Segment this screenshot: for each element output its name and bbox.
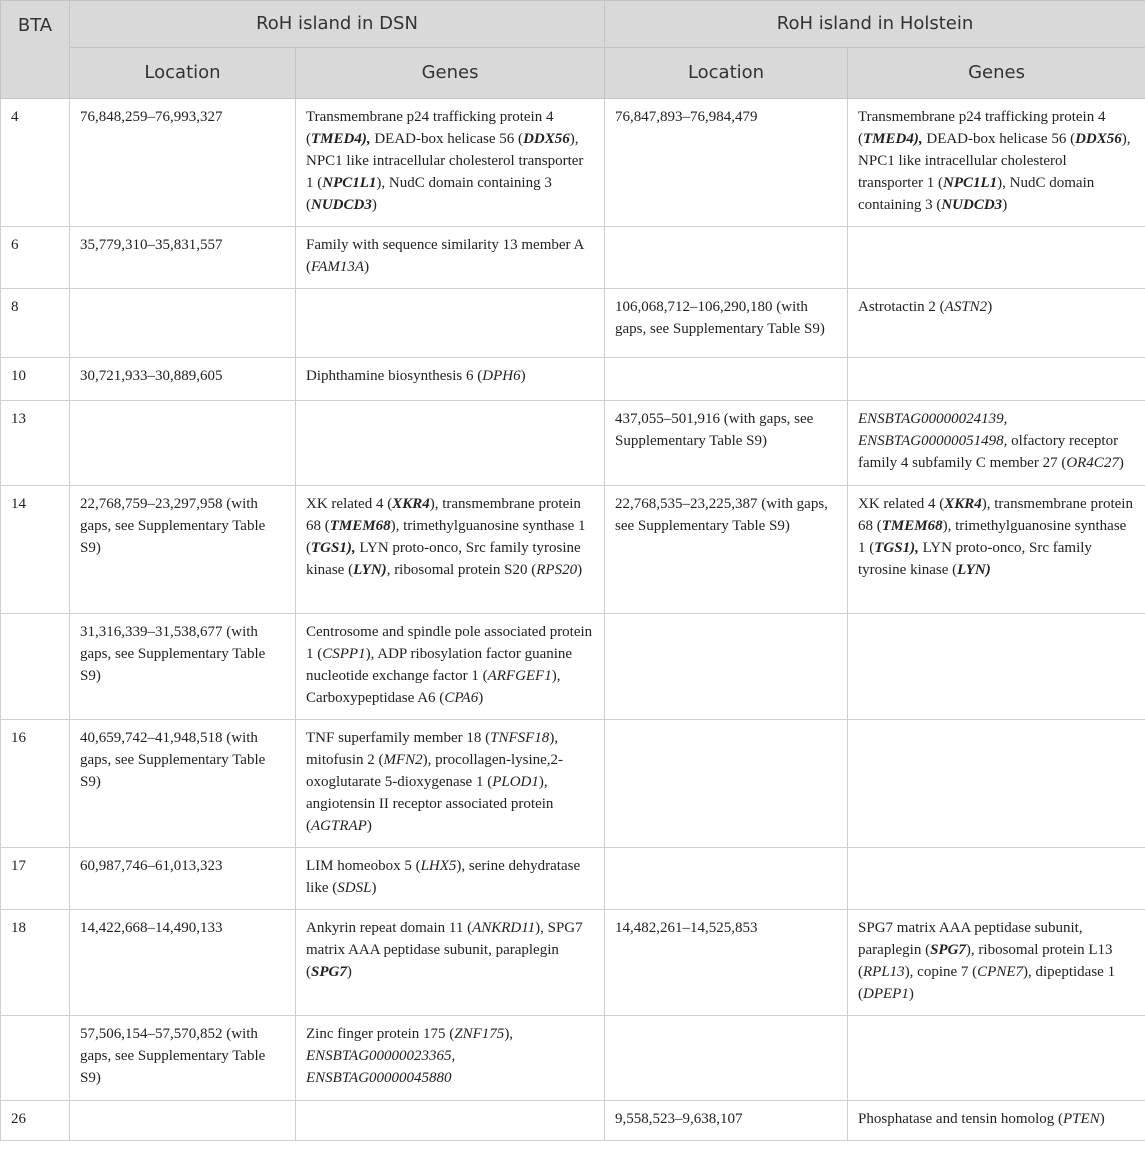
holstein-genes-cell: [848, 614, 1145, 720]
header-dsn-genes: Genes: [296, 48, 605, 99]
gene-symbol: SPG7: [930, 942, 966, 958]
holstein-location-cell: [605, 358, 848, 401]
bta-cell: 17: [1, 848, 70, 910]
dsn-location-cell: 30,721,933–30,889,605: [70, 358, 296, 401]
gene-symbol: RPS20: [536, 562, 578, 578]
dsn-genes-cell: [296, 289, 605, 358]
dsn-genes-cell: [296, 848, 605, 910]
bta-cell: 10: [1, 358, 70, 401]
gene-text: ), NPC1 like intracellular cholesterol transporter 1 (: [306, 131, 584, 191]
gene-text: LYN proto-onco, Src family tyrosine kinase (: [306, 540, 581, 578]
gene-text: ), serine dehydratase like (: [306, 858, 581, 896]
gene-text: ): [478, 690, 484, 706]
gene-text: DEAD-box helicase 56 (: [370, 131, 524, 147]
gene-symbol: PTEN: [1063, 1111, 1100, 1127]
dsn-genes-cell: [296, 1016, 605, 1101]
gene-symbol: SPG7: [311, 964, 347, 980]
header-bta: BTA: [1, 1, 70, 99]
table-row: [1, 1101, 1145, 1141]
gene-symbol: NUDCD3: [311, 197, 372, 213]
gene-text: Phosphatase and tensin homolog (: [858, 1111, 1063, 1127]
gene-symbol: CSPP1: [322, 646, 366, 662]
bta-cell: 13: [1, 401, 70, 486]
bta-cell: 16: [1, 720, 70, 848]
holstein-genes-cell: [848, 99, 1145, 227]
holstein-location-cell: 76,847,893–76,984,479: [605, 99, 848, 227]
table-row: [1, 401, 1145, 486]
dsn-genes-cell: [296, 99, 605, 227]
gene-text: ), transmembrane protein 68 (: [858, 496, 1133, 534]
dsn-genes-cell: [296, 910, 605, 1016]
gene-symbol: LHX5: [420, 858, 457, 874]
dsn-genes-cell: [296, 486, 605, 614]
header-row-columns: [1, 48, 1145, 99]
gene-symbol: MFN2: [383, 752, 423, 768]
table-row: [1, 358, 1145, 401]
dsn-genes-cell: [296, 720, 605, 848]
gene-text: Centrosome and spindle pole associated protein 1 (: [306, 624, 593, 662]
gene-symbol: TGS1),: [311, 540, 356, 556]
holstein-location-cell: 9,558,523–9,638,107: [605, 1101, 848, 1141]
holstein-genes-cell: [848, 720, 1145, 848]
gene-text: ),: [504, 1026, 514, 1042]
gene-symbol: TMEM68: [329, 518, 391, 534]
gene-symbol: NPC1L1: [322, 175, 377, 191]
table-row: [1, 910, 1145, 1016]
bta-cell: 26: [1, 1101, 70, 1141]
gene-text: Transmembrane p24 trafficking protein 4 (: [306, 109, 554, 147]
gene-text: ), Carboxypeptidase A6 (: [306, 668, 561, 706]
gene-symbol: ASTN2: [944, 299, 988, 315]
gene-text: Zinc finger protein 175 (: [306, 1026, 455, 1042]
table-row: [1, 289, 1145, 358]
gene-text: ): [520, 368, 526, 384]
dsn-location-cell: [70, 289, 296, 358]
gene-text: ), trimethylguanosine synthase 1 (: [858, 518, 1127, 556]
gene-text: ): [371, 880, 377, 896]
holstein-location-cell: [605, 1016, 848, 1101]
holstein-genes-cell: [848, 401, 1145, 486]
gene-text: ): [346, 964, 352, 980]
holstein-genes-cell: [848, 910, 1145, 1016]
holstein-genes-cell: [848, 227, 1145, 289]
table-row: [1, 1016, 1145, 1101]
holstein-location-cell: [605, 720, 848, 848]
gene-symbol: TNFSF18: [490, 730, 550, 746]
gene-text: ), SPG7 matrix AAA peptidase subunit, paraplegin (: [306, 920, 583, 980]
bta-cell: 14: [1, 486, 70, 614]
table-body: [1, 99, 1145, 1141]
header-row-groups: [1, 1, 1145, 48]
gene-symbol: RPL13: [863, 964, 905, 980]
gene-text: LIM homeobox 5 (: [306, 858, 421, 874]
gene-text: ), angiotensin II receptor associated protein (: [306, 774, 554, 834]
bta-cell: 6: [1, 227, 70, 289]
table-row: [1, 99, 1145, 227]
dsn-location-cell: 22,768,759–23,297,958 (with gaps, see Supplementary Table S9): [70, 486, 296, 614]
bta-cell: 18: [1, 910, 70, 1016]
gene-text: Ankyrin repeat domain 11 (: [306, 920, 473, 936]
gene-symbol: NPC1L1: [942, 175, 998, 191]
gene-text: ), dipeptidase 1 (: [858, 964, 1116, 1002]
gene-symbol: LYN): [353, 562, 387, 578]
gene-text: ): [908, 986, 914, 1002]
gene-text: ), ADP ribosylation factor guanine nucleotide exchange factor 1 (: [306, 646, 573, 684]
bta-cell: 4: [1, 99, 70, 227]
holstein-location-cell: 437,055–501,916 (with gaps, see Supplementary Table S9): [605, 401, 848, 486]
header-holstein-genes: Genes: [848, 48, 1145, 99]
table-row: [1, 486, 1145, 614]
dsn-genes-cell: [296, 227, 605, 289]
gene-symbol: DPEP1: [863, 986, 909, 1002]
table-row: [1, 848, 1145, 910]
gene-text: XK related 4 (: [858, 496, 945, 512]
dsn-location-cell: 31,316,339–31,538,677 (with gaps, see Supplementary Table S9): [70, 614, 296, 720]
dsn-location-cell: 76,848,259–76,993,327: [70, 99, 296, 227]
bta-cell: 8: [1, 289, 70, 358]
dsn-location-cell: 35,779,310–35,831,557: [70, 227, 296, 289]
gene-symbol: DPH6: [482, 368, 521, 384]
gene-symbol: XKR4: [944, 496, 982, 512]
header-dsn-location: Location: [70, 48, 296, 99]
gene-text: ), mitofusin 2 (: [306, 730, 559, 768]
holstein-location-cell: 22,768,535–23,225,387 (with gaps, see Supplementary Table S9): [605, 486, 848, 614]
gene-symbol: ZNF175: [454, 1026, 505, 1042]
gene-symbol: ANKRD11: [472, 920, 536, 936]
gene-text: ): [1002, 197, 1008, 213]
holstein-genes-cell: [848, 358, 1145, 401]
holstein-genes-cell: [848, 848, 1145, 910]
gene-symbol: DDX56: [1075, 131, 1122, 147]
header-dsn-group: RoH island in DSN: [70, 1, 605, 48]
gene-symbol: XKR4: [392, 496, 430, 512]
gene-text: XK related 4 (: [306, 496, 393, 512]
gene-symbol: TMED4),: [863, 131, 923, 147]
table-row: [1, 227, 1145, 289]
holstein-location-cell: [605, 848, 848, 910]
holstein-genes-cell: [848, 1101, 1145, 1141]
gene-text: Transmembrane p24 trafficking protein 4 (: [858, 109, 1106, 147]
gene-symbol: OR4C27: [1066, 455, 1119, 471]
dsn-genes-cell: [296, 401, 605, 486]
gene-text: LYN proto-onco, Src family tyrosine kinase (: [858, 540, 1092, 578]
bta-cell: [1, 1016, 70, 1101]
dsn-location-cell: [70, 401, 296, 486]
bta-cell: [1, 614, 70, 720]
dsn-location-cell: 40,659,742–41,948,518 (with gaps, see Supplementary Table S9): [70, 720, 296, 848]
table-row: [1, 614, 1145, 720]
gene-text: Family with sequence similarity 13 member A (: [306, 237, 584, 275]
holstein-location-cell: 106,068,712–106,290,180 (with gaps, see Supplementary Table S9): [605, 289, 848, 358]
gene-symbol: CPA6: [444, 690, 479, 706]
gene-symbol: CPNE7: [977, 964, 1024, 980]
gene-text: ): [366, 818, 372, 834]
gene-symbol: TGS1),: [874, 540, 919, 556]
gene-symbol: LYN): [957, 562, 991, 578]
dsn-genes-cell: [296, 358, 605, 401]
table-header: [1, 1, 1145, 99]
gene-text: ): [577, 562, 583, 578]
gene-text: ): [1118, 455, 1124, 471]
gene-text: ), transmembrane protein 68 (: [306, 496, 581, 534]
gene-symbol: FAM13A: [311, 259, 365, 275]
header-holstein-location: Location: [605, 48, 848, 99]
holstein-location-cell: 14,482,261–14,525,853: [605, 910, 848, 1016]
table-row: [1, 720, 1145, 848]
gene-text: ), ribosomal protein L13 (: [858, 942, 1113, 980]
gene-text: TNF superfamily member 18 (: [306, 730, 491, 746]
gene-text: ), trimethylguanosine synthase 1 (: [306, 518, 586, 556]
holstein-genes-cell: [848, 289, 1145, 358]
gene-symbol: TMED4),: [311, 131, 371, 147]
header-holstein-group: RoH island in Holstein: [605, 1, 1145, 48]
gene-symbol: ARFGEF1: [487, 668, 552, 684]
gene-text: Diphthamine biosynthesis 6 (: [306, 368, 483, 384]
holstein-genes-cell: [848, 1016, 1145, 1101]
gene-text: olfactory receptor family 4 subfamily C member 27 (: [858, 433, 1119, 471]
gene-symbol: TMEM68: [881, 518, 943, 534]
gene-symbol: NUDCD3: [941, 197, 1003, 213]
gene-symbol: SDSL: [337, 880, 372, 896]
dsn-location-cell: 14,422,668–14,490,133: [70, 910, 296, 1016]
gene-text: ), copine 7 (: [904, 964, 978, 980]
dsn-location-cell: [70, 1101, 296, 1141]
gene-text: ): [1099, 1111, 1105, 1127]
gene-symbol: AGTRAP: [311, 818, 367, 834]
gene-text: Astrotactin 2 (: [858, 299, 945, 315]
gene-symbol: DDX56: [523, 131, 570, 147]
gene-text: ): [987, 299, 993, 315]
gene-text: , ribosomal protein S20 (: [386, 562, 537, 578]
gene-text: ): [364, 259, 370, 275]
dsn-genes-cell: [296, 614, 605, 720]
dsn-location-cell: 57,506,154–57,570,852 (with gaps, see Supplementary Table S9): [70, 1016, 296, 1101]
gene-text: ), NudC domain containing 3 (: [858, 175, 1095, 213]
holstein-location-cell: [605, 227, 848, 289]
gene-text: ), procollagen-lysine,2-oxoglutarate 5-dioxygenase 1 (: [306, 752, 564, 790]
gene-text: SPG7 matrix AAA peptidase subunit, paraplegin (: [858, 920, 1083, 958]
dsn-genes-cell: [296, 1101, 605, 1141]
gene-symbol: ENSBTAG00000023365, ENSBTAG00000045880: [306, 1048, 456, 1086]
holstein-genes-cell: [848, 486, 1145, 614]
holstein-location-cell: [605, 614, 848, 720]
gene-text: ), NPC1 like intracellular cholesterol transporter 1 (: [858, 131, 1131, 191]
gene-symbol: PLOD1: [492, 774, 539, 790]
gene-symbol: ENSBTAG00000024139, ENSBTAG00000051498,: [858, 411, 1008, 449]
gene-text: ): [371, 197, 377, 213]
gene-text: DEAD-box helicase 56 (: [922, 131, 1076, 147]
gene-text: ), NudC domain containing 3 (: [306, 175, 552, 213]
dsn-location-cell: 60,987,746–61,013,323: [70, 848, 296, 910]
